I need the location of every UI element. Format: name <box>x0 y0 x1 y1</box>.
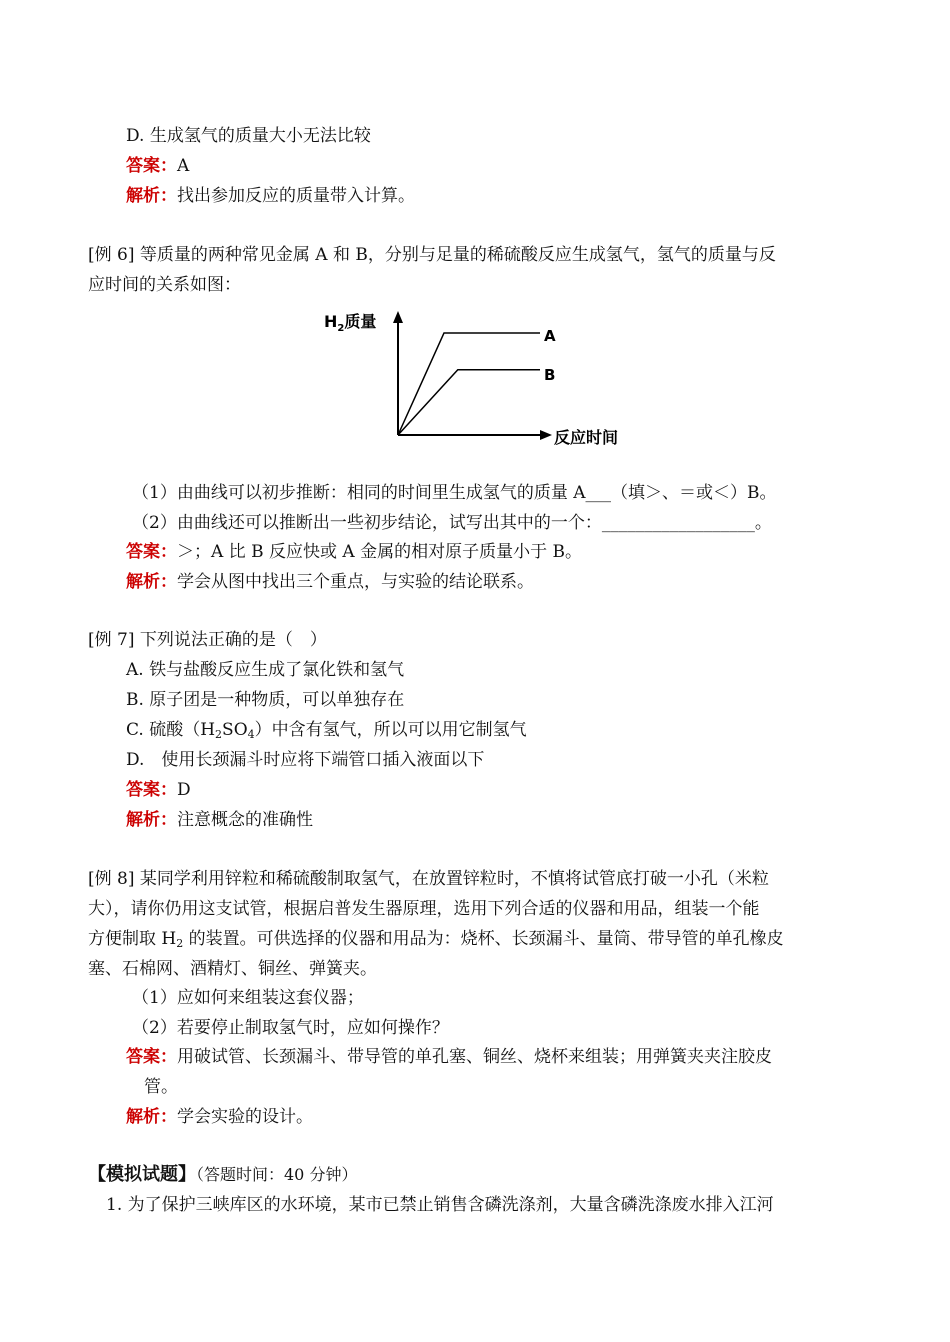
analysis-text: 学会从图中找出三个重点，与实验的结论联系。 <box>177 572 534 592</box>
y-axis-arrow <box>393 311 403 323</box>
example-6-stem-line1: [例 6] 等质量的两种常见金属 A 和 B，分别与足量的稀硫酸反应生成氢气，氢气的质量与反 <box>88 245 776 265</box>
example-8-stem-line3: 方便制取 $H_2$ 的装置。可供选择的仪器和用品为：烧杯、长颈漏斗、量筒、带导管的单孔橡皮 <box>88 929 784 950</box>
example-6-stem-line2: 应时间的关系如图： <box>88 275 241 295</box>
example-7-answer <box>126 778 191 802</box>
series-a-label: A <box>544 327 556 345</box>
answer-text: 用破试管、长颈漏斗、带导管的单孔塞、铜丝、烧杯来组装；用弹簧夹夹注胶皮 <box>177 1047 772 1067</box>
example-7-option-d: D. 使用长颈漏斗时应将下端管口插入液面以下 <box>126 750 485 770</box>
example-6-q2: （2）由曲线还可以推断出一些初步结论，试写出其中的一个：__________________。 <box>132 513 772 533</box>
example-6-q1: （1）由曲线可以初步推断：相同的时间里生成氢气的质量 A___（填＞、＝或＜）B。 <box>132 483 777 503</box>
analysis-text: 学会实验的设计。 <box>177 1107 313 1127</box>
reaction-chart <box>320 305 650 460</box>
example-8-stem-line2: 大），请你仍用这支试管，根据启普发生器原理，选用下列合适的仪器和用品，组装一个能 <box>88 899 760 919</box>
example-8-q2: （2）若要停止制取氢气时，应如何操作？ <box>132 1018 449 1038</box>
analysis-label: 解析： <box>126 186 177 206</box>
example-7-stem: [例 7] 下列说法正确的是（ ） <box>88 630 327 650</box>
answer-text: D <box>177 780 191 800</box>
example-8-q1: （1）应如何来组装这套仪器； <box>132 988 364 1008</box>
answer-text: ＞；A 比 B 反应快或 A 金属的相对原子质量小于 B。 <box>177 542 582 562</box>
example-7-analysis <box>126 808 313 832</box>
example-8-answer-cont: 管。 <box>144 1077 178 1097</box>
example-6-answer <box>126 540 582 564</box>
mock-test-heading <box>88 1163 357 1187</box>
series-b-line <box>398 370 540 435</box>
answer-label: 答案： <box>126 156 177 176</box>
answer-label: 答案： <box>126 542 177 562</box>
analysis-label: 解析： <box>126 1107 177 1127</box>
answer-label: 答案： <box>126 1047 177 1067</box>
series-b-label: B <box>544 366 556 384</box>
mock-q1: 1. 为了保护三峡库区的水环境，某市已禁止销售含磷洗涤剂，大量含磷洗涤废水排入江河 <box>106 1195 774 1215</box>
answer-line <box>126 154 189 178</box>
x-axis-label: 反应时间 <box>554 428 619 447</box>
analysis-label: 解析： <box>126 810 177 830</box>
example-8-analysis <box>126 1105 313 1129</box>
analysis-label: 解析： <box>126 572 177 592</box>
example-8-stem-line1: [例 8] 某同学利用锌粒和稀硫酸制取氢气，在放置锌粒时，不慎将试管底打破一小孔（米粒 <box>88 869 769 889</box>
example-8-stem-line4: 塞、石棉网、酒精灯、铜丝、弹簧夹。 <box>88 959 377 979</box>
section-title: 【模拟试题】 <box>88 1164 196 1185</box>
analysis-line <box>126 184 415 208</box>
example-6-analysis <box>126 570 534 594</box>
example-7-option-b: B. 原子团是一种物质，可以单独存在 <box>126 690 405 710</box>
series-a-line <box>398 333 540 435</box>
x-axis-arrow <box>540 430 552 440</box>
example-7-option-c: C. 硫酸$(H_2SO_4)$中含有氢气，所以可以用它制氢气 <box>126 720 527 741</box>
analysis-text: 找出参加反应的质量带入计算。 <box>177 186 415 206</box>
answer-label: 答案： <box>126 780 177 800</box>
example-7-option-a: A. 铁与盐酸反应生成了氯化铁和氢气 <box>126 660 405 680</box>
answer-text: A <box>177 156 190 176</box>
option-d: D. 生成氢气的质量大小无法比较 <box>126 126 371 146</box>
section-time: （答题时间：40 分钟） <box>196 1165 358 1184</box>
example-8-answer <box>126 1045 772 1069</box>
y-axis-label: $H_2$质量 <box>324 312 377 334</box>
analysis-text: 注意概念的准确性 <box>177 810 313 830</box>
